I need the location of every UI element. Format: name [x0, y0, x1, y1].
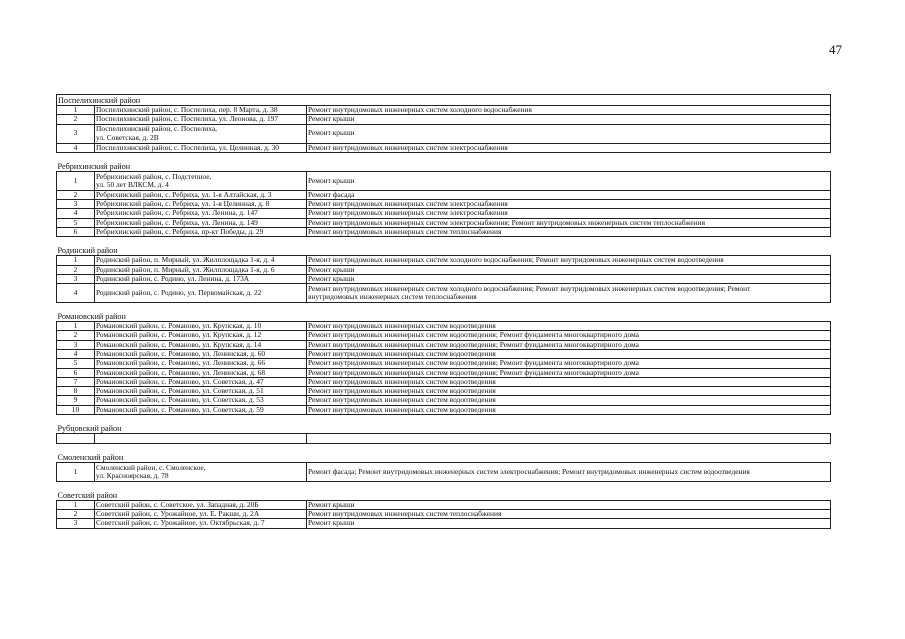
row-works: Ремонт внутридомовых инженерных систем теплоснабжения [307, 227, 831, 236]
table-row [57, 405, 831, 414]
row-number: 1 [57, 462, 95, 481]
row-address: Ребрихинский район, с. Ребриха, ул. Ленина, д. 149 [95, 218, 307, 227]
row-number: 9 [57, 396, 95, 405]
row-number: 7 [57, 377, 95, 386]
row-address: Ребрихинский район, с. Ребриха, ул. Ленина, д. 147 [95, 209, 307, 218]
row-works: Ремонт крыши [307, 171, 831, 190]
table-row [57, 500, 831, 509]
row-address: Советский район, с. Урожайное, ул. Октябрьская, д. 7 [95, 519, 307, 528]
row-address: Поспелихинский район, с. Поспелиха, ул. Леонова, д. 197 [95, 115, 307, 124]
row-works: Ремонт крыши [307, 115, 831, 124]
row-number: 1 [57, 256, 95, 265]
row-works: Ремонт крыши [307, 519, 831, 528]
row-works: Ремонт внутридомовых инженерных систем водоотведения; Ремонт фундамента многоквартирного дома [307, 340, 831, 349]
row-works: Ремонт внутридомовых инженерных систем водоотведения [307, 377, 831, 386]
row-works: Ремонт внутридомовых инженерных систем водоотведения [307, 396, 831, 405]
row-works: Ремонт крыши [307, 274, 831, 283]
row-address: Ребрихинский район, с. Ребриха, ул. 1-я Алтайская, д. 3 [95, 190, 307, 199]
row-number: 6 [57, 368, 95, 377]
capital-repair-table [56, 94, 831, 529]
row-works: Ремонт внутридомовых инженерных систем водоотведения [307, 387, 831, 396]
row-number: 2 [57, 190, 95, 199]
row-address: Родинский район, с. Родино, ул. Ленина, д. 173А [95, 274, 307, 283]
row-works: Ремонт внутридомовых инженерных систем водоотведения [307, 405, 831, 414]
row-works: Ремонт внутридомовых инженерных систем холодного водоснабжения [307, 106, 831, 115]
district-name: Советский район [57, 481, 831, 500]
district-header-row [57, 237, 831, 256]
row-number: 3 [57, 200, 95, 209]
row-address: Советский район, с. Урожайное, ул. Е. Ракши, д. 2А [95, 510, 307, 519]
row-number: 3 [57, 519, 95, 528]
row-number: 2 [57, 115, 95, 124]
row-address: Родинский район, п. Мирный, ул. Жилплощадка 1-я, д. 6 [95, 265, 307, 274]
row-number: 1 [57, 322, 95, 331]
empty-row [57, 433, 831, 443]
row-number: 2 [57, 510, 95, 519]
table-row [57, 510, 831, 519]
table-row [57, 349, 831, 358]
row-address: Романовский район, с. Романово, ул. Ленинская, д. 68 [95, 368, 307, 377]
row-works: Ремонт внутридомовых инженерных систем электроснабжения [307, 200, 831, 209]
row-address: Романовский район, с. Романово, ул. Крупская, д. 10 [95, 322, 307, 331]
table-row [57, 143, 831, 152]
row-works: Ремонт внутридомовых инженерных систем электроснабжения [307, 209, 831, 218]
table-row [57, 106, 831, 115]
row-number: 8 [57, 387, 95, 396]
table-row [57, 190, 831, 199]
table-row [57, 368, 831, 377]
row-address: Поспелихинский район, с. Поспелиха, ул. Целинная, д. 30 [95, 143, 307, 152]
district-header-row [57, 152, 831, 171]
page-number: 47 [829, 42, 842, 57]
row-number: 5 [57, 218, 95, 227]
row-number: 3 [57, 124, 95, 143]
row-works: Ремонт внутридомовых инженерных систем холодного водоснабжения; Ремонт внутридомовых инженерных систем водоотведения; Ремонт внутридомовых инженерных систем теплоснабжения [307, 284, 831, 303]
row-address: Родинский район, п. Мирный, ул. Жилплощадка 1-я, д. 4 [95, 256, 307, 265]
district-name: Романовский район [57, 303, 831, 322]
row-number: 4 [57, 143, 95, 152]
district-header-row [57, 443, 831, 462]
table-row [57, 200, 831, 209]
row-address: Романовский район, с. Романово, ул. Крупская, д. 14 [95, 340, 307, 349]
district-name: Ребрихинский район [57, 152, 831, 171]
row-address: Поспелихинский район, с. Поспелиха, ул. Советская, д. 2В [95, 124, 307, 143]
table-row [57, 396, 831, 405]
table-row [57, 331, 831, 340]
row-works: Ремонт внутридомовых инженерных систем водоотведения; Ремонт фундамента многоквартирного дома [307, 359, 831, 368]
row-address: Романовский район, с. Романово, ул. Ленинская, д. 66 [95, 359, 307, 368]
row-number: 3 [57, 340, 95, 349]
empty-cell [57, 433, 95, 443]
district-name: Смоленский район [57, 443, 831, 462]
table-row [57, 322, 831, 331]
table-row [57, 387, 831, 396]
row-works: Ремонт внутридомовых инженерных систем электроснабжения; Ремонт внутридомовых инженерных систем теплоснабжения [307, 218, 831, 227]
row-works: Ремонт внутридомовых инженерных систем водоотведения [307, 322, 831, 331]
row-number: 4 [57, 209, 95, 218]
district-header-row [57, 414, 831, 433]
row-address: Романовский район, с. Романово, ул. Ленинская, д. 60 [95, 349, 307, 358]
district-name: Рубцовский район [57, 414, 831, 433]
table-row [57, 218, 831, 227]
row-address: Романовский район, с. Романово, ул. Крупская, д. 12 [95, 331, 307, 340]
row-works: Ремонт крыши [307, 500, 831, 509]
empty-cell [95, 433, 307, 443]
row-number: 1 [57, 106, 95, 115]
table-row [57, 377, 831, 386]
table-row [57, 274, 831, 283]
table-row [57, 227, 831, 236]
row-number: 2 [57, 265, 95, 274]
row-address: Романовский район, с. Романово, ул. Советская, д. 47 [95, 377, 307, 386]
row-address: Поспелихинский район, с. Поспелиха, пер. 8 Марта, д. 38 [95, 106, 307, 115]
table-row [57, 124, 831, 143]
row-works: Ремонт внутридомовых инженерных систем водоотведения; Ремонт фундамента многоквартирного дома [307, 368, 831, 377]
table-body [57, 95, 831, 529]
table-row [57, 265, 831, 274]
district-name: Поспелихинский район [57, 95, 831, 106]
row-works: Ремонт внутридомовых инженерных систем водоотведения; Ремонт фундамента многоквартирного дома [307, 331, 831, 340]
row-number: 10 [57, 405, 95, 414]
row-number: 1 [57, 171, 95, 190]
row-address: Смоленский район, с. Смоленское, ул. Красноярская, д. 78 [95, 462, 307, 481]
row-address: Ребрихинский район, с. Ребриха, ул. 1-я Целинная, д. 8 [95, 200, 307, 209]
row-address: Советский район, с. Советское, ул. Западная, д. 20Б [95, 500, 307, 509]
row-works: Ремонт фасада [307, 190, 831, 199]
row-works: Ремонт крыши [307, 124, 831, 143]
table-row [57, 462, 831, 481]
row-works: Ремонт внутридомовых инженерных систем электроснабжения [307, 143, 831, 152]
row-number: 4 [57, 284, 95, 303]
row-works: Ремонт внутридомовых инженерных систем холодного водоснабжения; Ремонт внутридомовых инженерных систем водоотведения [307, 256, 831, 265]
table-row [57, 115, 831, 124]
row-number: 1 [57, 500, 95, 509]
empty-cell [307, 433, 831, 443]
row-works: Ремонт внутридомовых инженерных систем водоотведения [307, 349, 831, 358]
row-address: Романовский район, с. Романово, ул. Советская, д. 59 [95, 405, 307, 414]
row-number: 6 [57, 227, 95, 236]
district-header-row [57, 481, 831, 500]
row-works: Ремонт внутридомовых инженерных систем теплоснабжения [307, 510, 831, 519]
table-row [57, 284, 831, 303]
row-address: Родинский район, с. Родино, ул. Первомайская, д. 22 [95, 284, 307, 303]
district-header-row [57, 95, 831, 106]
row-address: Романовский район, с. Романово, ул. Советская, д. 53 [95, 396, 307, 405]
table-row [57, 256, 831, 265]
district-name: Родинский район [57, 237, 831, 256]
row-number: 3 [57, 274, 95, 283]
row-works: Ремонт фасада; Ремонт внутридомовых инженерных систем электроснабжения; Ремонт внутридомовых инженерных систем водоотведения [307, 462, 831, 481]
table-row [57, 171, 831, 190]
table-row [57, 359, 831, 368]
table-row [57, 209, 831, 218]
table-row [57, 519, 831, 528]
table-row [57, 340, 831, 349]
row-address: Ребрихинский район, с. Подстепное, ул. 50 лет ВЛКСМ, д. 4 [95, 171, 307, 190]
row-address: Романовский район, с. Романово, ул. Советская, д. 51 [95, 387, 307, 396]
row-number: 4 [57, 349, 95, 358]
row-address: Ребрихинский район, с. Ребриха, пр-кт Победы, д. 29 [95, 227, 307, 236]
row-number: 5 [57, 359, 95, 368]
row-number: 2 [57, 331, 95, 340]
row-works: Ремонт крыши [307, 265, 831, 274]
district-header-row [57, 303, 831, 322]
